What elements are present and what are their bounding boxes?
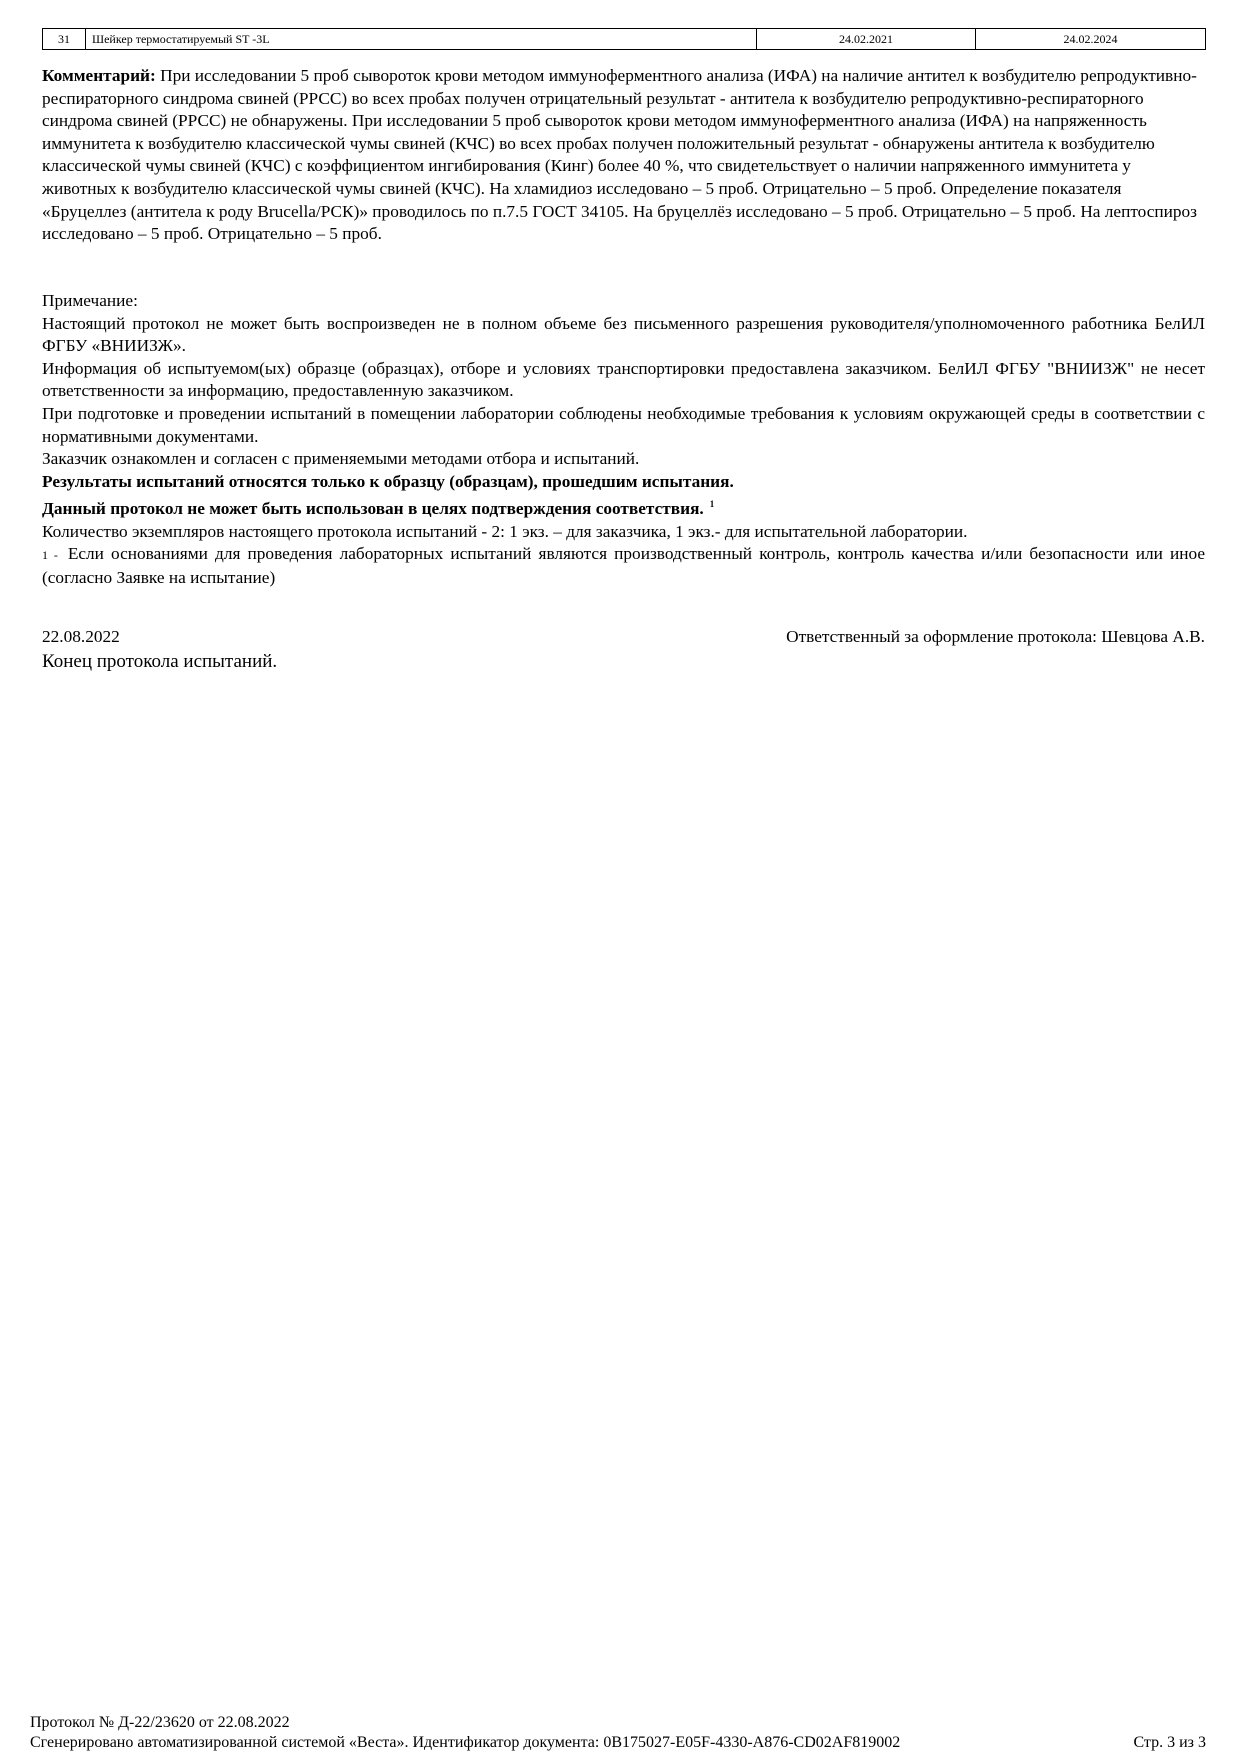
note-paragraph: При подготовке и проведении испытаний в помещении лаборатории соблюдены необходимые требования к условиям окружающей среды в соответствии с нормативными документами. <box>42 403 1205 446</box>
note-paragraph: Информация об испытуемом(ых) образце (образцах), отборе и условиях транспортировки предоставлена заказчиком. БелИЛ ФГБУ "ВНИИЗЖ" не несет ответственности за информацию, предоставленную заказчиком. <box>42 358 1205 401</box>
note-paragraph: Настоящий протокол не может быть воспроизведен не в полном объеме без письменного разрешения руководителя/уполномоченного работника БелИЛ ФГБУ «ВНИИЗЖ». <box>42 313 1205 356</box>
note-not-for-conformity <box>42 493 1205 520</box>
equipment-date-from: 24.02.2021 <box>757 29 976 50</box>
footnote-reference: 1 <box>709 499 715 510</box>
notes-heading: Примечание: <box>42 291 138 310</box>
equipment-table <box>42 28 1206 50</box>
equipment-number: 31 <box>43 29 86 50</box>
note-paragraph: Заказчик ознакомлен и согласен с применяемыми методами отбора и испытаний. <box>42 449 640 469</box>
equipment-name: Шейкер термостатируемый ST -3L <box>86 29 757 50</box>
end-of-protocol: Конец протокола испытаний. <box>42 651 278 672</box>
footnote-text: Если основаниями для проведения лабораторных испытаний являются производственный контроль, контроль качества и/или безопасности или иное (согласно Заявке на испытание) <box>42 544 1205 587</box>
note-copies-count: Количество экземпляров настоящего протокола испытаний - 2: 1 экз. – для заказчика, 1 экз.- для испытательной лаборатории. <box>42 521 968 541</box>
footer-generated-by: Сгенерировано автоматизированной системой «Веста». Идентификатор документа: 0B175027-E05F-4330-A876-CD02AF819002 <box>30 1734 901 1751</box>
comment-block <box>42 65 1205 246</box>
footnote-mark: 1 - <box>42 548 58 563</box>
note-not-for-conformity-text: Данный протокол не может быть использован в целях подтверждения соответствия. <box>42 499 704 519</box>
footnote <box>42 543 1205 589</box>
comment-label: Комментарий: <box>42 66 156 85</box>
table-row <box>43 29 1206 50</box>
footer-protocol-number: Протокол № Д-22/23620 от 22.08.2022 <box>30 1714 290 1731</box>
equipment-date-to: 24.02.2024 <box>976 29 1206 50</box>
notes-block <box>42 290 1205 589</box>
footer-page-number: Стр. 3 из 3 <box>1133 1734 1206 1751</box>
comment-text: При исследовании 5 проб сывороток крови методом иммуноферментного анализа (ИФА) на наличие антител к возбудителю репродуктивно-респираторного синдрома свиней (РРСС) во всех пробах получен отрицательный результат - антитела к возбудителю репродуктивно-респираторного синдрома свиней (РРСС) не обнаружены. При исследовании 5 проб сывороток крови методом иммуноферментного анализа (ИФА) на напряженность иммунитета к возбудителю классической чумы свиней (КЧС) во всех пробах получен положительный результат - обнаружены антитела к возбудителю классической чумы свиней (КЧС) с коэффициентом ингибирования (Кинг) более 40 %, что свидетельствует о наличии напряженного иммунитета у животных к возбудителю классической чумы свиней (КЧС). На хламидиоз исследовано – 5 проб. Отрицательно – 5 проб. Определение показателя «Бруцеллез (антитела к роду Brucella/РСК)» проводилось по п.7.5 ГОСТ 34105. На бруцеллёз исследовано – 5 проб. Отрицательно – 5 проб. На лептоспироз исследовано – 5 проб. Отрицательно – 5 проб. <box>42 66 1198 244</box>
signature-responsible: Ответственный за оформление протокола: Шевцова А.В. <box>786 627 1205 646</box>
signature-date: 22.08.2022 <box>42 627 120 646</box>
note-results-scope: Результаты испытаний относятся только к образцу (образцам), прошедшим испытания. <box>42 471 734 491</box>
